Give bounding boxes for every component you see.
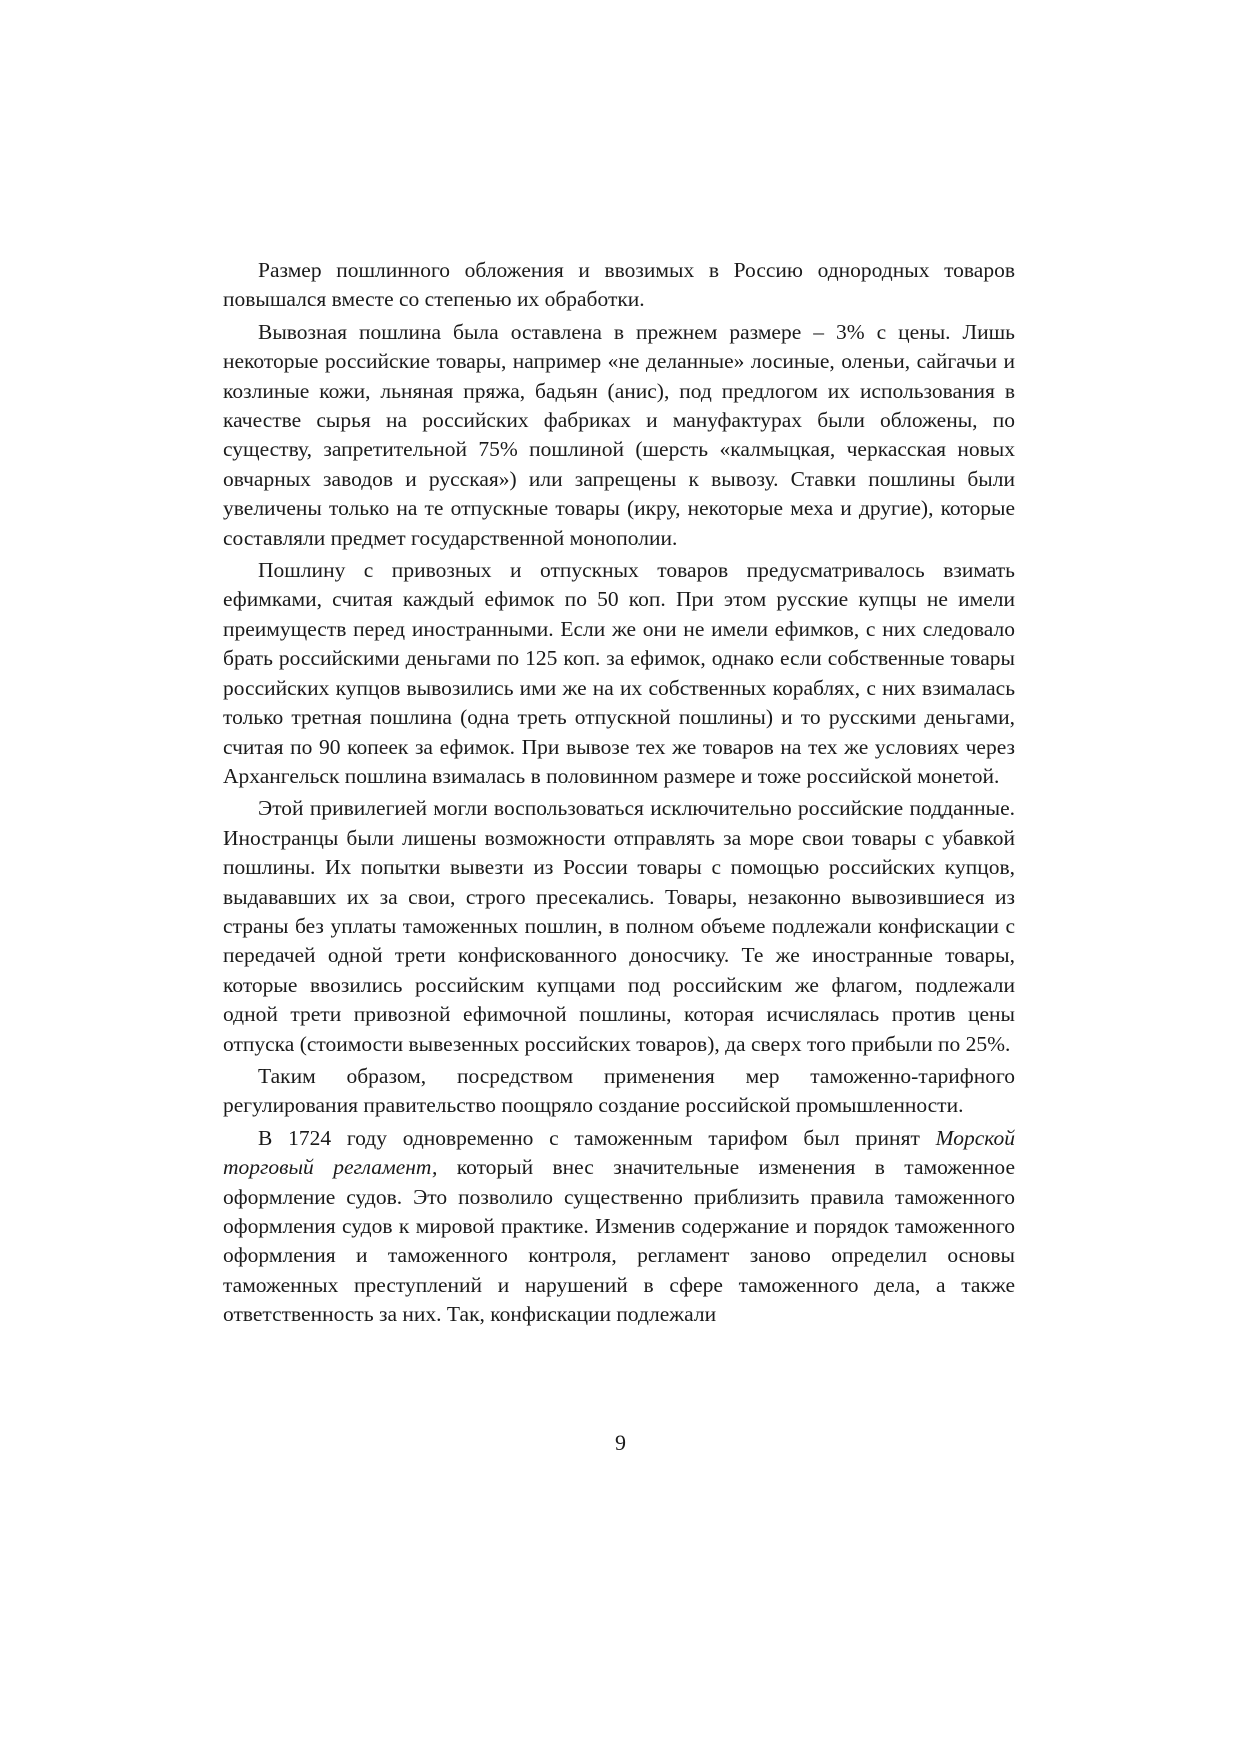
regulation-title-italic: Морской торговый регламент,: [223, 1125, 1015, 1180]
paragraph-6-end: который внес значительные изменения в таможенное оформление судов. Это позволило существенно приблизить правила таможенного оформления судов к мировой практике. Изменив содержание и порядок таможенного оформления и таможенного контроля, регламент заново определил основы таможенных преступлений и нарушений в сфере таможенного дела, а также ответственность за них. Так, конфискации подлежали: [223, 1155, 1015, 1327]
paragraph-3: Пошлину с привозных и отпускных товаров предусматривалось взимать ефимками, считая каждый ефимок по 50 коп. При этом русские купцы не имели преимуществ перед иностранными. Если же они не имели ефимков, с них следовало брать российскими деньгами по 125 коп. за ефимок, однако если собственные товары российских купцов вывозились ими же на их собственных кораблях, с них взималась только третная пошлина (одна треть отпускной пошлины) и то русскими деньгами, считая по 90 копеек за ефимок. При вывозе тех же товаров на тех же условиях через Архангельск пошлина взималась в половинном размере и тоже российской монетой.: [223, 558, 1015, 788]
body-text: [223, 256, 1015, 1330]
paragraph-5: Таким образом, посредством применения мер таможенно-тарифного регулирования правительство поощряло создание российской промышленности.: [223, 1063, 1015, 1118]
paragraph-6-start: В 1724 году одновременно с таможенным тарифом был принят: [258, 1125, 936, 1150]
paragraph-6: [223, 1124, 1015, 1330]
paragraph-4: Этой привилегией могли воспользоваться исключительно российские подданные. Иностранцы были лишены возможности отправлять за море свои товары с убавкой пошлины. Их попытки вывезти из России товары с помощью российских купцов, выдававших их за свои, строго пресекались. Товары, незаконно вывозившиеся из страны без уплаты таможенных пошлин, в полном объеме подлежали конфискации с передачей одной трети конфискованного доносчику. Те же иностранные товары, которые ввозились российским купцами под российским же флагом, подлежали одной трети привозной ефимочной пошлины, которая исчислялась против цены отпуска (стоимости вывезенных российских товаров), да сверх того прибыли по 25%.: [223, 796, 1015, 1056]
paragraph-1: Размер пошлинного обложения и ввозимых в Россию однородных товаров повышался вместе со степенью их обработки.: [223, 258, 1015, 312]
paragraph-2: Вывозная пошлина была оставлена в прежнем размере – 3% с цены. Лишь некоторые российские товары, например «не деланные» лосиные, оленьи, сайгачьи и козлиные кожи, льняная пряжа, бадьян (анис), под предлогом их использования в качестве сырья на российских фабриках и мануфактурах были обложены, по существу, запретительной 75% пошлиной (шерсть «калмыцкая, черкасская новых овчарных заводов и русская») или запрещены к вывозу. Ставки пошлины были увеличены только на те отпускные товары (икру, некоторые меха и другие), которые составляли предмет государственной монополии.: [223, 319, 1015, 550]
page-number: 9: [615, 1430, 626, 1455]
